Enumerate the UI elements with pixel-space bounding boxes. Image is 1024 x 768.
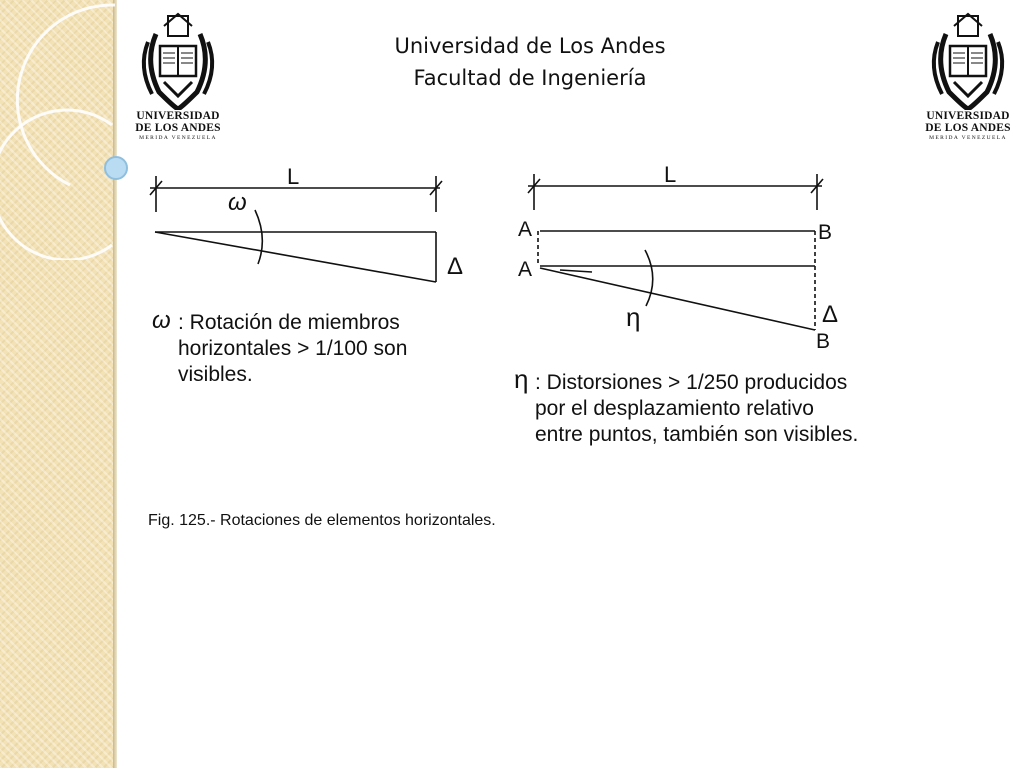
eta-description: : Distorsiones > 1/250 producidos por el desplazamiento relativo entre puntos, también son visibles. <box>535 371 859 446</box>
definition-eta-symbol: η <box>514 364 529 394</box>
left-diagram <box>150 176 442 282</box>
right-small-tick <box>560 270 592 272</box>
right-distorted-member <box>540 268 815 330</box>
figure-caption: Fig. 125.- Rotaciones de elementos horizontales. <box>148 512 496 529</box>
omega-description: : Rotación de miembros horizontales > 1/100 son visibles. <box>178 311 408 386</box>
right-point-a-top: A <box>518 218 533 241</box>
right-point-a-bottom: A <box>518 258 533 281</box>
right-point-b-top: B <box>818 221 833 244</box>
logo-name-line1: UNIVERSIDAD <box>926 110 1010 122</box>
left-rotated-member <box>155 232 436 282</box>
logo-name-line2: DE LOS ANDES <box>925 122 1011 134</box>
logo-name-line2: DE LOS ANDES <box>135 122 221 134</box>
header-faculty: Facultad de Ingeniería <box>413 66 647 90</box>
left-angle-arc <box>255 210 262 264</box>
right-diagram <box>528 174 823 330</box>
header-university: Universidad de Los Andes <box>394 34 666 58</box>
definition-omega-symbol: ω <box>152 307 171 334</box>
right-angle-arc <box>645 250 653 306</box>
logo-subtitle: MERIDA VENEZUELA <box>929 135 1007 141</box>
logo-name-line1: UNIVERSIDAD <box>136 110 220 122</box>
logo-subtitle: MERIDA VENEZUELA <box>139 135 217 141</box>
right-length-label: L <box>664 162 677 187</box>
left-omega-symbol: ω <box>228 189 247 216</box>
right-eta-symbol: η <box>626 302 641 332</box>
left-delta-symbol: Δ <box>447 253 464 280</box>
left-length-label: L <box>287 164 300 189</box>
right-point-b-bottom: B <box>816 330 831 353</box>
right-delta-symbol: Δ <box>822 301 839 328</box>
